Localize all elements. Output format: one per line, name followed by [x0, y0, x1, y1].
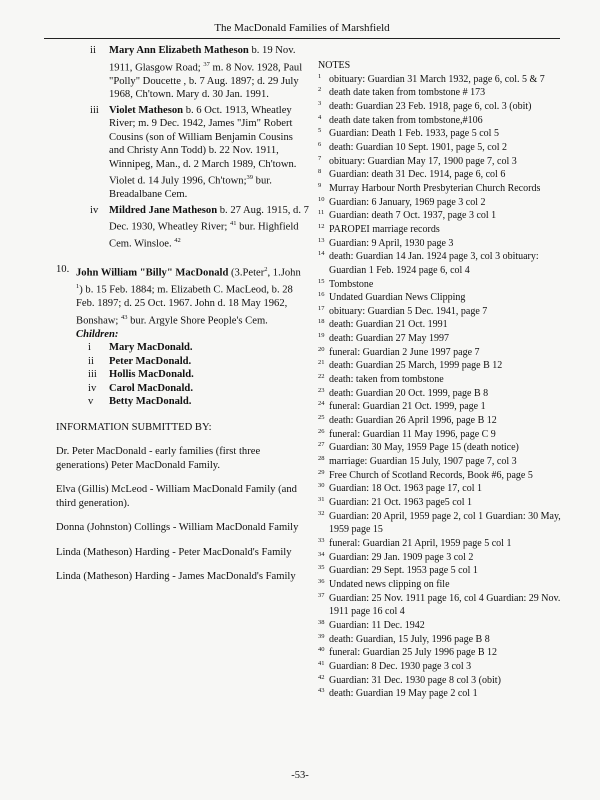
- note-text: death: Guardian 27 May 1997: [329, 333, 449, 345]
- note-number: 9: [318, 181, 322, 189]
- note-text: Free Church of Scotland Records, Book #6, page 5: [329, 469, 533, 481]
- sub-entries: [56, 44, 310, 251]
- note-item: [318, 318, 570, 332]
- note-text: death date taken from tombstone,#106: [329, 114, 483, 126]
- note-item: [318, 223, 570, 237]
- note-text: death: Guardian 10 Sept. 1901, page 5, col 2: [329, 141, 508, 153]
- entry-text: bur. Highfield Cem. Winsloe.: [109, 221, 299, 250]
- note-number: 6: [318, 140, 322, 148]
- child-name: Hollis MacDonald.: [109, 369, 194, 381]
- note-item: [318, 633, 570, 647]
- footnote-ref: 2: [264, 266, 268, 274]
- notes-column: [318, 59, 570, 701]
- note-text: funeral: Guardian 21 Oct. 1999, page 1: [329, 401, 486, 413]
- note-item: [318, 510, 570, 537]
- child-item: [76, 395, 310, 409]
- note-number: 18: [318, 318, 325, 326]
- notes-list: [318, 73, 570, 701]
- sub-entry: [56, 204, 310, 252]
- note-text: Guardian: death 31 Dec. 1914, page 6, col 6: [329, 169, 506, 181]
- note-text: Undated news clipping on file: [329, 578, 450, 590]
- entry-name: Mildred Jane Matheson: [109, 204, 218, 216]
- note-text: Guardian: 25 Nov. 1911 page 16, col 4 Guardian: 29 Nov. 1911 page 16 col 4: [329, 592, 561, 618]
- note-item: [318, 496, 570, 510]
- left-column: [56, 44, 310, 584]
- note-text: Guardian: 8 Dec. 1930 page 3 col 3: [329, 660, 472, 672]
- note-text: Guardian: death 7 Oct. 1937, page 3 col 1: [329, 210, 497, 222]
- note-item: [318, 414, 570, 428]
- note-text: Guardian: 9 April, 1930 page 3: [329, 237, 454, 249]
- child-item: [76, 355, 310, 369]
- note-item: [318, 469, 570, 483]
- note-text: death: Guardian 23 Feb. 1918, page 6, col. 3 (obit): [329, 100, 532, 112]
- entry-text: bur. Breadalbane Cem.: [109, 175, 272, 201]
- note-text: Guardian: 29 Sept. 1953 page 5 col 1: [329, 565, 478, 577]
- note-text: Guardian: 20 April, 1959 page 2, col 1 Guardian: 30 May, 1959 page 15: [329, 510, 561, 536]
- note-text: Tombstone: [329, 278, 374, 290]
- note-number: 26: [318, 427, 325, 435]
- note-item: [318, 291, 570, 305]
- child-item: [76, 382, 310, 396]
- child-name: Mary MacDonald.: [109, 342, 193, 354]
- note-number: 34: [318, 550, 325, 558]
- sub-entry: [56, 44, 310, 102]
- note-item: [318, 387, 570, 401]
- entry-text: b. 19 Nov. 1911, Glasgow Road;: [109, 45, 296, 74]
- note-number: 32: [318, 509, 325, 517]
- credit-line: Dr. Peter MacDonald - early families (first three generations) Peter MacDonald Family.: [56, 446, 261, 471]
- note-text: death: Guardian 20 Oct. 1999, page B 8: [329, 387, 489, 399]
- note-item: [318, 250, 570, 277]
- notes-heading: NOTES: [318, 60, 351, 71]
- child-item: [76, 341, 310, 355]
- child-number: iii: [88, 369, 97, 381]
- note-text: Guardian: 31 Dec. 1930 page 8 col 3 (obit): [329, 674, 501, 686]
- note-item: [318, 564, 570, 578]
- sub-entry: [56, 104, 310, 202]
- note-text: funeral: Guardian 11 May 1996, page C 9: [329, 428, 496, 440]
- note-text: Undated Guardian News Clipping: [329, 292, 466, 304]
- note-number: 15: [318, 277, 325, 285]
- note-number: 10: [318, 195, 325, 203]
- note-item: [318, 73, 570, 87]
- note-number: 8: [318, 168, 322, 176]
- entry-roman-number: iv: [90, 204, 99, 216]
- footnote-ref: 41: [230, 220, 237, 228]
- note-item: [318, 428, 570, 442]
- note-text: death date taken from tombstone # 173: [329, 87, 486, 99]
- note-item: [318, 114, 570, 128]
- note-number: 33: [318, 536, 325, 544]
- footnote-ref: 42: [174, 237, 181, 245]
- credit-line: Elva (Gillis) McLeod - William MacDonald Family (and third generation).: [56, 484, 297, 509]
- note-item: [318, 537, 570, 551]
- note-number: 5: [318, 127, 322, 135]
- note-item: [318, 209, 570, 223]
- note-number: 29: [318, 468, 325, 476]
- entry-text: ) b. 15 Feb. 1884; m. Elizabeth C. MacLeod, b. 28 Feb. 1897; d. 25 Oct. 1967. John d. 18 May 1962, Bonshaw;: [76, 284, 293, 327]
- note-text: death: Guardian 25 March, 1999 page B 12: [329, 360, 503, 372]
- note-text: Guardian: 18 Oct. 1963 page 17, col 1: [329, 483, 483, 495]
- note-item: [318, 182, 570, 196]
- children-label: Children:: [76, 328, 119, 340]
- entry-text: bur. Argyle Shore People's Cem.: [127, 315, 268, 327]
- note-text: funeral: Guardian 2 June 1997 page 7: [329, 346, 480, 358]
- note-number: 16: [318, 291, 325, 299]
- note-item: [318, 455, 570, 469]
- child-name: Peter MacDonald.: [109, 355, 192, 367]
- note-item: [318, 237, 570, 251]
- note-number: 23: [318, 386, 325, 394]
- note-item: [318, 482, 570, 496]
- note-item: [318, 196, 570, 210]
- child-number: ii: [88, 355, 94, 367]
- note-text: obituary: Guardian May 17, 1900 page 7, col 3: [329, 155, 517, 167]
- footnote-ref: 37: [203, 60, 210, 68]
- page-number: -53-: [291, 770, 309, 781]
- footnote-ref: 43: [121, 313, 128, 321]
- entry-text: b. 27 Aug. 1915, d. 7 Dec. 1930, Wheatley River;: [109, 204, 309, 233]
- note-number: 14: [318, 250, 325, 258]
- header-rule: [44, 38, 560, 39]
- note-number: 7: [318, 154, 322, 162]
- note-text: Guardian: 6 January, 1969 page 3 col 2: [329, 196, 486, 208]
- note-item: [318, 551, 570, 565]
- footnote-ref: 39: [246, 174, 254, 182]
- entry-roman-number: ii: [90, 45, 96, 56]
- note-number: 40: [318, 646, 325, 654]
- note-number: 37: [318, 591, 325, 599]
- note-number: 41: [318, 659, 325, 667]
- note-number: 2: [318, 86, 322, 94]
- note-text: Murray Harbour North Presbyterian Church Records: [329, 182, 541, 194]
- note-item: [318, 155, 570, 169]
- note-text: death: Guardian 26 April 1996, page B 12: [329, 415, 497, 427]
- submitted-by-heading: INFORMATION SUBMITTED BY:: [56, 421, 212, 433]
- note-item: [318, 674, 570, 688]
- note-number: 24: [318, 400, 325, 408]
- note-text: Guardian: 11 Dec. 1942: [329, 619, 425, 631]
- note-item: [318, 592, 570, 619]
- note-text: PAROPEI marriage records: [329, 223, 440, 235]
- note-item: [318, 127, 570, 141]
- note-number: 1: [318, 72, 322, 80]
- child-number: iv: [88, 382, 97, 394]
- note-number: 17: [318, 304, 325, 312]
- entry-text: (3.Peter: [228, 267, 265, 279]
- main-entry: [56, 263, 310, 409]
- note-number: 43: [318, 687, 325, 695]
- note-text: Guardian: 30 May, 1959 Page 15 (death notice): [329, 442, 519, 454]
- note-item: [318, 400, 570, 414]
- note-number: 12: [318, 222, 325, 230]
- note-item: [318, 441, 570, 455]
- note-number: 19: [318, 332, 325, 340]
- note-text: funeral: Guardian 25 July 1996 page B 12: [329, 647, 498, 659]
- entry-name: John William "Billy" MacDonald: [76, 267, 229, 279]
- note-number: 35: [318, 564, 325, 572]
- note-text: death: Guardian, 15 July, 1996 page B 8: [329, 633, 490, 645]
- note-item: [318, 660, 570, 674]
- note-text: obituary: Guardian 5 Dec. 1941, page 7: [329, 305, 488, 317]
- entry-number: 10.: [56, 264, 70, 276]
- note-number: 27: [318, 441, 325, 449]
- note-item: [318, 278, 570, 292]
- note-number: 20: [318, 345, 325, 353]
- child-name: Carol MacDonald.: [109, 382, 193, 394]
- note-item: [318, 346, 570, 360]
- credit-line: Linda (Matheson) Harding - Peter MacDonald's Family: [56, 546, 292, 558]
- entry-text: b. 6 Oct. 1913, Wheatley River; m. 9 Dec. 1942, James "Jim" Robert Cousins (son of William Benjamin Cousins and Christy Ann Todd) b. 22 Nov. 1911, Winnipeg, Man., d. 2 March 1989, Ch'town. Violet d. 14 July 1996, Ch'town;: [109, 104, 297, 187]
- entry-text: m. 8 Nov. 1928, Paul "Polly" Doucette , b. 7 Aug. 1897; d. 29 July 1968, Ch'town. Mary d. 30 Jan. 1991.: [109, 62, 303, 101]
- note-number: 25: [318, 414, 325, 422]
- child-number: v: [88, 396, 94, 408]
- note-text: obituary: Guardian 31 March 1932, page 6, col. 5 & 7: [329, 73, 545, 85]
- note-text: funeral: Guardian 21 April, 1959 page 5 col 1: [329, 537, 512, 549]
- note-number: 13: [318, 236, 325, 244]
- note-number: 30: [318, 482, 325, 490]
- note-number: 38: [318, 618, 325, 626]
- entry-roman-number: iii: [90, 104, 99, 116]
- note-item: [318, 305, 570, 319]
- credit-line: Linda (Matheson) Harding - James MacDonald's Family: [56, 571, 296, 583]
- note-text: Guardian: 29 Jan. 1909 page 3 col 2: [329, 551, 474, 563]
- footnote-ref: 1: [76, 283, 80, 291]
- note-number: 3: [318, 99, 322, 107]
- note-text: marriage: Guardian 15 July, 1907 page 7, col 3: [329, 456, 517, 468]
- entry-text: , 1.John: [267, 267, 301, 279]
- note-text: death: Guardian 21 Oct. 1991: [329, 319, 448, 331]
- note-item: [318, 687, 570, 701]
- note-item: [318, 373, 570, 387]
- note-item: [318, 332, 570, 346]
- note-number: 22: [318, 373, 325, 381]
- note-number: 21: [318, 359, 325, 367]
- note-item: [318, 141, 570, 155]
- entry-name: Mary Ann Elizabeth Matheson: [109, 45, 249, 56]
- note-item: [318, 646, 570, 660]
- credit-line: Donna (Johnston) Collings - William MacDonald Family: [56, 522, 299, 534]
- note-text: Guardian: 21 Oct. 1963 page5 col 1: [329, 497, 473, 508]
- child-name: Betty MacDonald.: [109, 396, 192, 408]
- note-number: 4: [318, 113, 322, 121]
- child-item: [76, 368, 310, 382]
- note-text: death: Guardian 19 May page 2 col 1: [329, 688, 478, 700]
- note-number: 11: [318, 209, 325, 217]
- note-item: [318, 168, 570, 182]
- note-item: [318, 578, 570, 592]
- note-text: Guardian: Death 1 Feb. 1933, page 5 col 5: [329, 128, 499, 140]
- note-number: 28: [318, 455, 325, 463]
- note-item: [318, 100, 570, 114]
- note-number: 36: [318, 577, 325, 585]
- note-text: death: Guardian 14 Jan. 1924 page 3, col 3 obituary: Guardian 1 Feb. 1924 page 6, col 4: [329, 251, 539, 276]
- note-item: [318, 359, 570, 373]
- note-item: [318, 619, 570, 633]
- entry-name: Violet Matheson: [109, 104, 184, 116]
- note-item: [318, 86, 570, 100]
- note-text: death: taken from tombstone: [329, 374, 444, 386]
- note-number: 31: [318, 496, 325, 503]
- note-number: 42: [318, 673, 325, 681]
- note-number: 39: [318, 632, 325, 640]
- child-number: i: [88, 342, 91, 354]
- page-header-title: The MacDonald Families of Marshfield: [214, 22, 390, 34]
